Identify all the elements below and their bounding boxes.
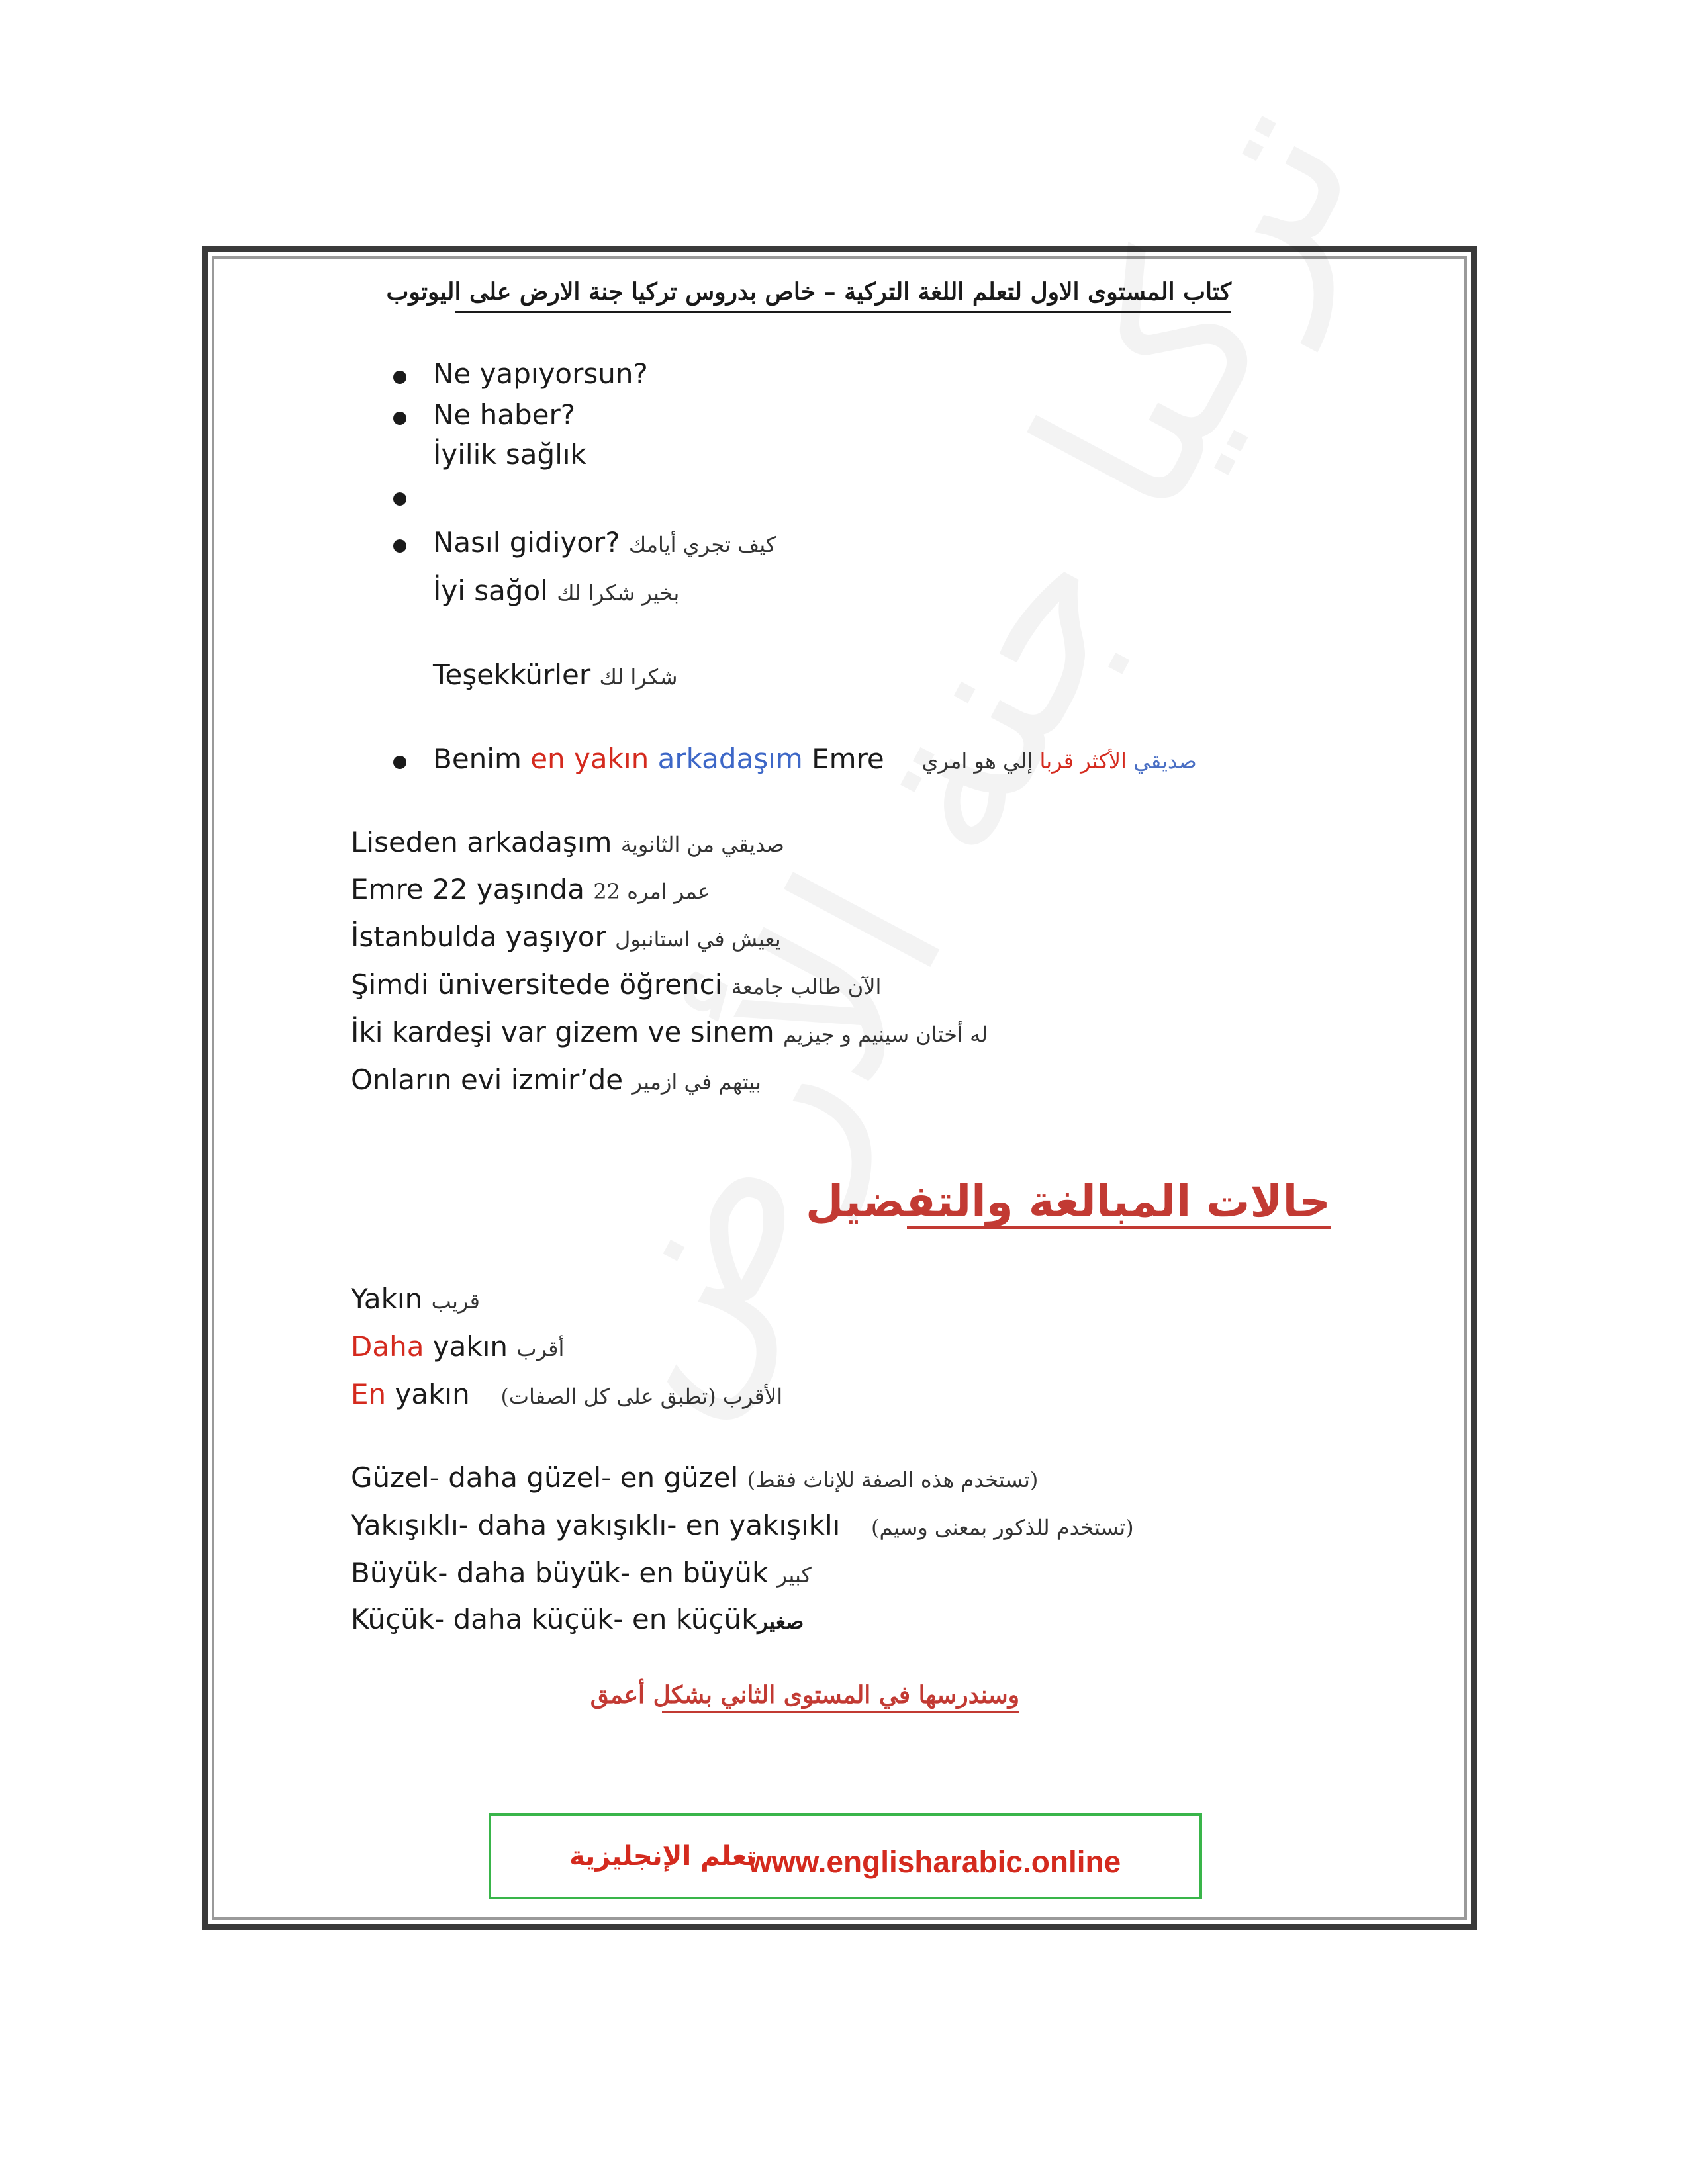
ar-translation: قريب <box>431 1289 480 1314</box>
note-text: وسندرسها في المستوى الثاني بشكل أعمق <box>662 1681 1019 1713</box>
bullet-item-continuation <box>433 574 679 607</box>
tr-text: Yakışıklı- daha yakışıklı- en yakışıklı <box>351 1509 841 1541</box>
example-line <box>351 1603 804 1635</box>
ar-word-blue: صديقي <box>1133 749 1197 774</box>
tr-text: Güzel- daha güzel- en güzel <box>351 1461 739 1494</box>
tr-text: Onların evi izmir’de <box>351 1064 624 1096</box>
example-line <box>351 1461 1038 1494</box>
text-line <box>351 921 781 953</box>
tr-text: Şimdi üniversitede öğrenci <box>351 968 723 1001</box>
bullet-icon <box>393 412 406 425</box>
text-line <box>351 826 784 858</box>
bullet-icon <box>393 371 406 384</box>
tr-text: Liseden arkadaşım <box>351 826 612 858</box>
tr-text: Küçük- daha küçük- en küçük <box>351 1603 758 1635</box>
text-line <box>351 1016 988 1048</box>
tr-text: yakın <box>386 1378 470 1410</box>
tr-text: Büyük- daha büyük- en büyük <box>351 1557 769 1589</box>
tr-text: İyi sağol <box>433 574 548 607</box>
bullet-item <box>433 526 776 559</box>
tr-text: Nasıl gidiyor? <box>433 526 620 559</box>
ar-translation: كيف تجري أيامك <box>628 532 776 557</box>
tr-text: yakın <box>424 1330 508 1363</box>
bullet-icon <box>393 756 406 769</box>
ar-translation: الآن طالب جامعة <box>731 974 882 999</box>
ar-translation: بيتهم في ازمير <box>632 1069 761 1095</box>
tr-text: Teşekkürler <box>433 659 591 691</box>
ar-word-red: الأكثر قربا <box>1033 749 1134 774</box>
example-line <box>351 1509 1134 1541</box>
example-line <box>351 1557 812 1589</box>
degree-line <box>351 1330 564 1363</box>
bullet-icon <box>393 492 406 506</box>
degree-prefix: Daha <box>351 1330 424 1363</box>
ar-translation: له أختان سينيم و جيزيم <box>783 1022 988 1047</box>
word: Benim <box>433 743 531 775</box>
ar-translation: الأقرب (تطبق على كل الصفات) <box>500 1384 783 1409</box>
text-line <box>351 1064 761 1096</box>
ar-word: إلي هو امري <box>921 749 1033 774</box>
ar-translation: كبير <box>776 1563 812 1588</box>
tr-text: İstanbulda yaşıyor <box>351 921 606 953</box>
degree-line <box>351 1283 480 1315</box>
bullet-icon <box>393 539 406 553</box>
degree-prefix: En <box>351 1378 387 1410</box>
page-header: كتاب المستوى الاول لتعلم اللغة التركية – خاص بدروس تركيا جنة الارض على اليوتوب <box>455 278 1231 313</box>
degree-line <box>351 1378 782 1410</box>
word-highlight-blue: arkadaşım <box>657 743 803 775</box>
text-line <box>351 873 710 905</box>
ar-translation: أقرب <box>516 1336 565 1361</box>
ar-translation: صديقي من الثانوية <box>620 832 784 857</box>
ar-translation: (تستخدم هذه الصفة للإناث فقط) <box>747 1467 1039 1492</box>
bullet-item: Ne haber? <box>433 398 576 431</box>
bullet-item: Ne yapıyorsun? <box>433 357 648 390</box>
footer-url-link[interactable]: www.englisharabic.online <box>748 1844 1121 1879</box>
tr-text: İki kardeşi var gizem ve sinem <box>351 1016 774 1048</box>
bullet-item-continuation <box>433 659 677 691</box>
space <box>649 743 657 775</box>
ar-translation: شكرا لك <box>599 664 678 690</box>
sentence-line <box>433 743 1197 775</box>
ar-translation: عمر امره 22 <box>593 879 711 904</box>
word-highlight-red: en yakın <box>530 743 649 775</box>
tr-text: Emre 22 yaşında <box>351 873 585 905</box>
section-title: حالات المبالغة والتفضيل <box>907 1178 1331 1229</box>
ar-translation: صغير <box>757 1609 804 1634</box>
word: Emre <box>802 743 884 775</box>
ar-translation: (تستخدم للذكور بمعنى وسيم) <box>871 1515 1134 1540</box>
bullet-item-continuation: İyilik sağlık <box>433 438 586 471</box>
ar-translation: يعيش في استانبول <box>615 927 781 952</box>
footer-arabic: تعلم الإنجليزية <box>569 1841 757 1872</box>
tr-text: Yakın <box>351 1283 423 1315</box>
text-line <box>351 968 881 1001</box>
ar-translation: بخير شكرا لك <box>557 580 680 606</box>
